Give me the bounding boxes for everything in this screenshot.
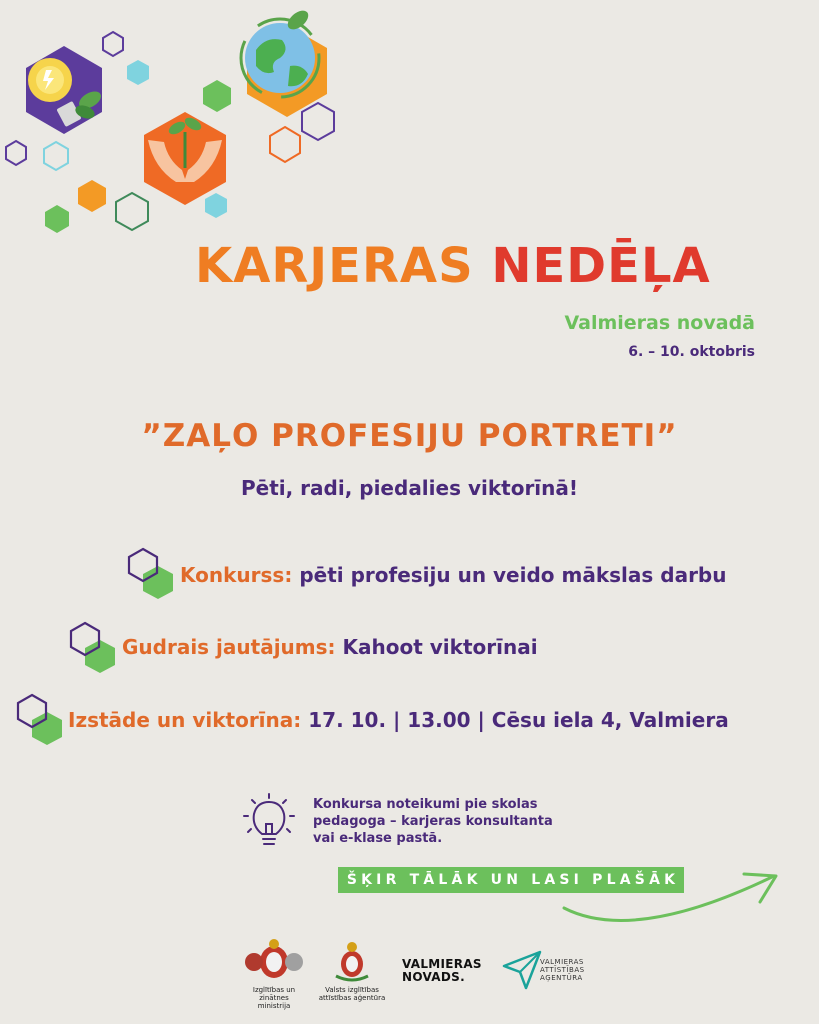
hexagon-outline-teal	[44, 142, 68, 170]
paper-plane-icon	[502, 950, 542, 990]
hexagon-teal-2	[205, 193, 227, 218]
hexagon-outline-purple-2	[302, 103, 334, 140]
hexagon-bullet-icon	[66, 620, 122, 678]
event-region: Valmieras novadā	[564, 312, 755, 334]
event-dates: 6. – 10. oktobris	[628, 344, 755, 360]
item-key: Konkurss:	[180, 563, 293, 587]
event-title-part2: NEDĒĻA	[491, 238, 711, 294]
item-value: pēti profesiju un veido mākslas darbu	[299, 563, 727, 587]
hexagon-illustration	[0, 0, 360, 240]
item-key: Gudrais jautājums:	[122, 635, 336, 659]
hexagon-green-2	[45, 205, 69, 233]
headline: ”ZAĻO PROFESIJU PORTRETI”	[141, 418, 678, 454]
event-title	[195, 238, 775, 294]
hexagon-outline-orange	[270, 127, 300, 162]
lightbulb-outline-icon	[240, 792, 298, 852]
rules-note-line1: Konkursa noteikumi pie skolas	[313, 797, 538, 812]
hexagon-outline-purple-3	[6, 141, 26, 165]
hexagon-bullet-icon	[124, 546, 180, 604]
agency-caption-2: attīstības aģentūra	[318, 994, 386, 1002]
vaa-line3: AĢENTŪRA	[540, 974, 583, 982]
agency-caption-1: Valsts izglītības	[325, 986, 379, 994]
valmieras-novads-line2: NOVADS.	[402, 970, 465, 984]
event-title-part1: KARJERAS	[195, 238, 492, 294]
ministry-coat-of-arms-icon	[240, 938, 308, 982]
cta-banner[interactable]: ŠĶIR TĀLĀK UN LASI PLAŠĀK	[338, 867, 684, 893]
rules-note-line2: pedagoga – karjeras konsultanta	[313, 814, 553, 829]
ministry-logo	[240, 938, 308, 1010]
agency-logo	[318, 938, 386, 1002]
item-izstade	[68, 708, 729, 732]
hexagon-outline-purple	[103, 32, 123, 56]
valmieras-novads-line1: VALMIERAS	[402, 957, 482, 971]
valmieras-novads-logo	[402, 958, 482, 984]
vaa-line2: ATTĪSTĪBAS	[540, 966, 585, 974]
item-value: Kahoot viktorīnai	[342, 635, 538, 659]
arrow-icon	[558, 868, 782, 934]
hexagon-outline-green	[116, 193, 148, 230]
valmieras-attistibas-agentura-logo	[540, 958, 585, 982]
item-konkurss	[180, 563, 726, 587]
subheadline: Pēti, radi, piedalies viktorīnā!	[240, 476, 579, 500]
rules-note-line3: vai e-klase pastā.	[313, 831, 443, 846]
hexagon-orange	[78, 180, 106, 212]
hexagon-bullet-icon	[13, 692, 69, 750]
hexagon-teal	[127, 60, 149, 85]
vaa-line1: VALMIERAS	[540, 958, 584, 966]
agency-coat-of-arms-icon	[318, 938, 386, 982]
ministry-caption-2: ministrija	[257, 1002, 291, 1010]
item-value: 17. 10. | 13.00 | Cēsu iela 4, Valmiera	[308, 708, 729, 732]
item-key: Izstāde un viktorīna:	[68, 708, 302, 732]
hexagon-green	[203, 80, 231, 112]
rules-note	[313, 796, 573, 847]
item-gudrais-jautajums	[122, 635, 538, 659]
ministry-caption-1: Izglītības un zinātnes	[252, 986, 296, 1002]
